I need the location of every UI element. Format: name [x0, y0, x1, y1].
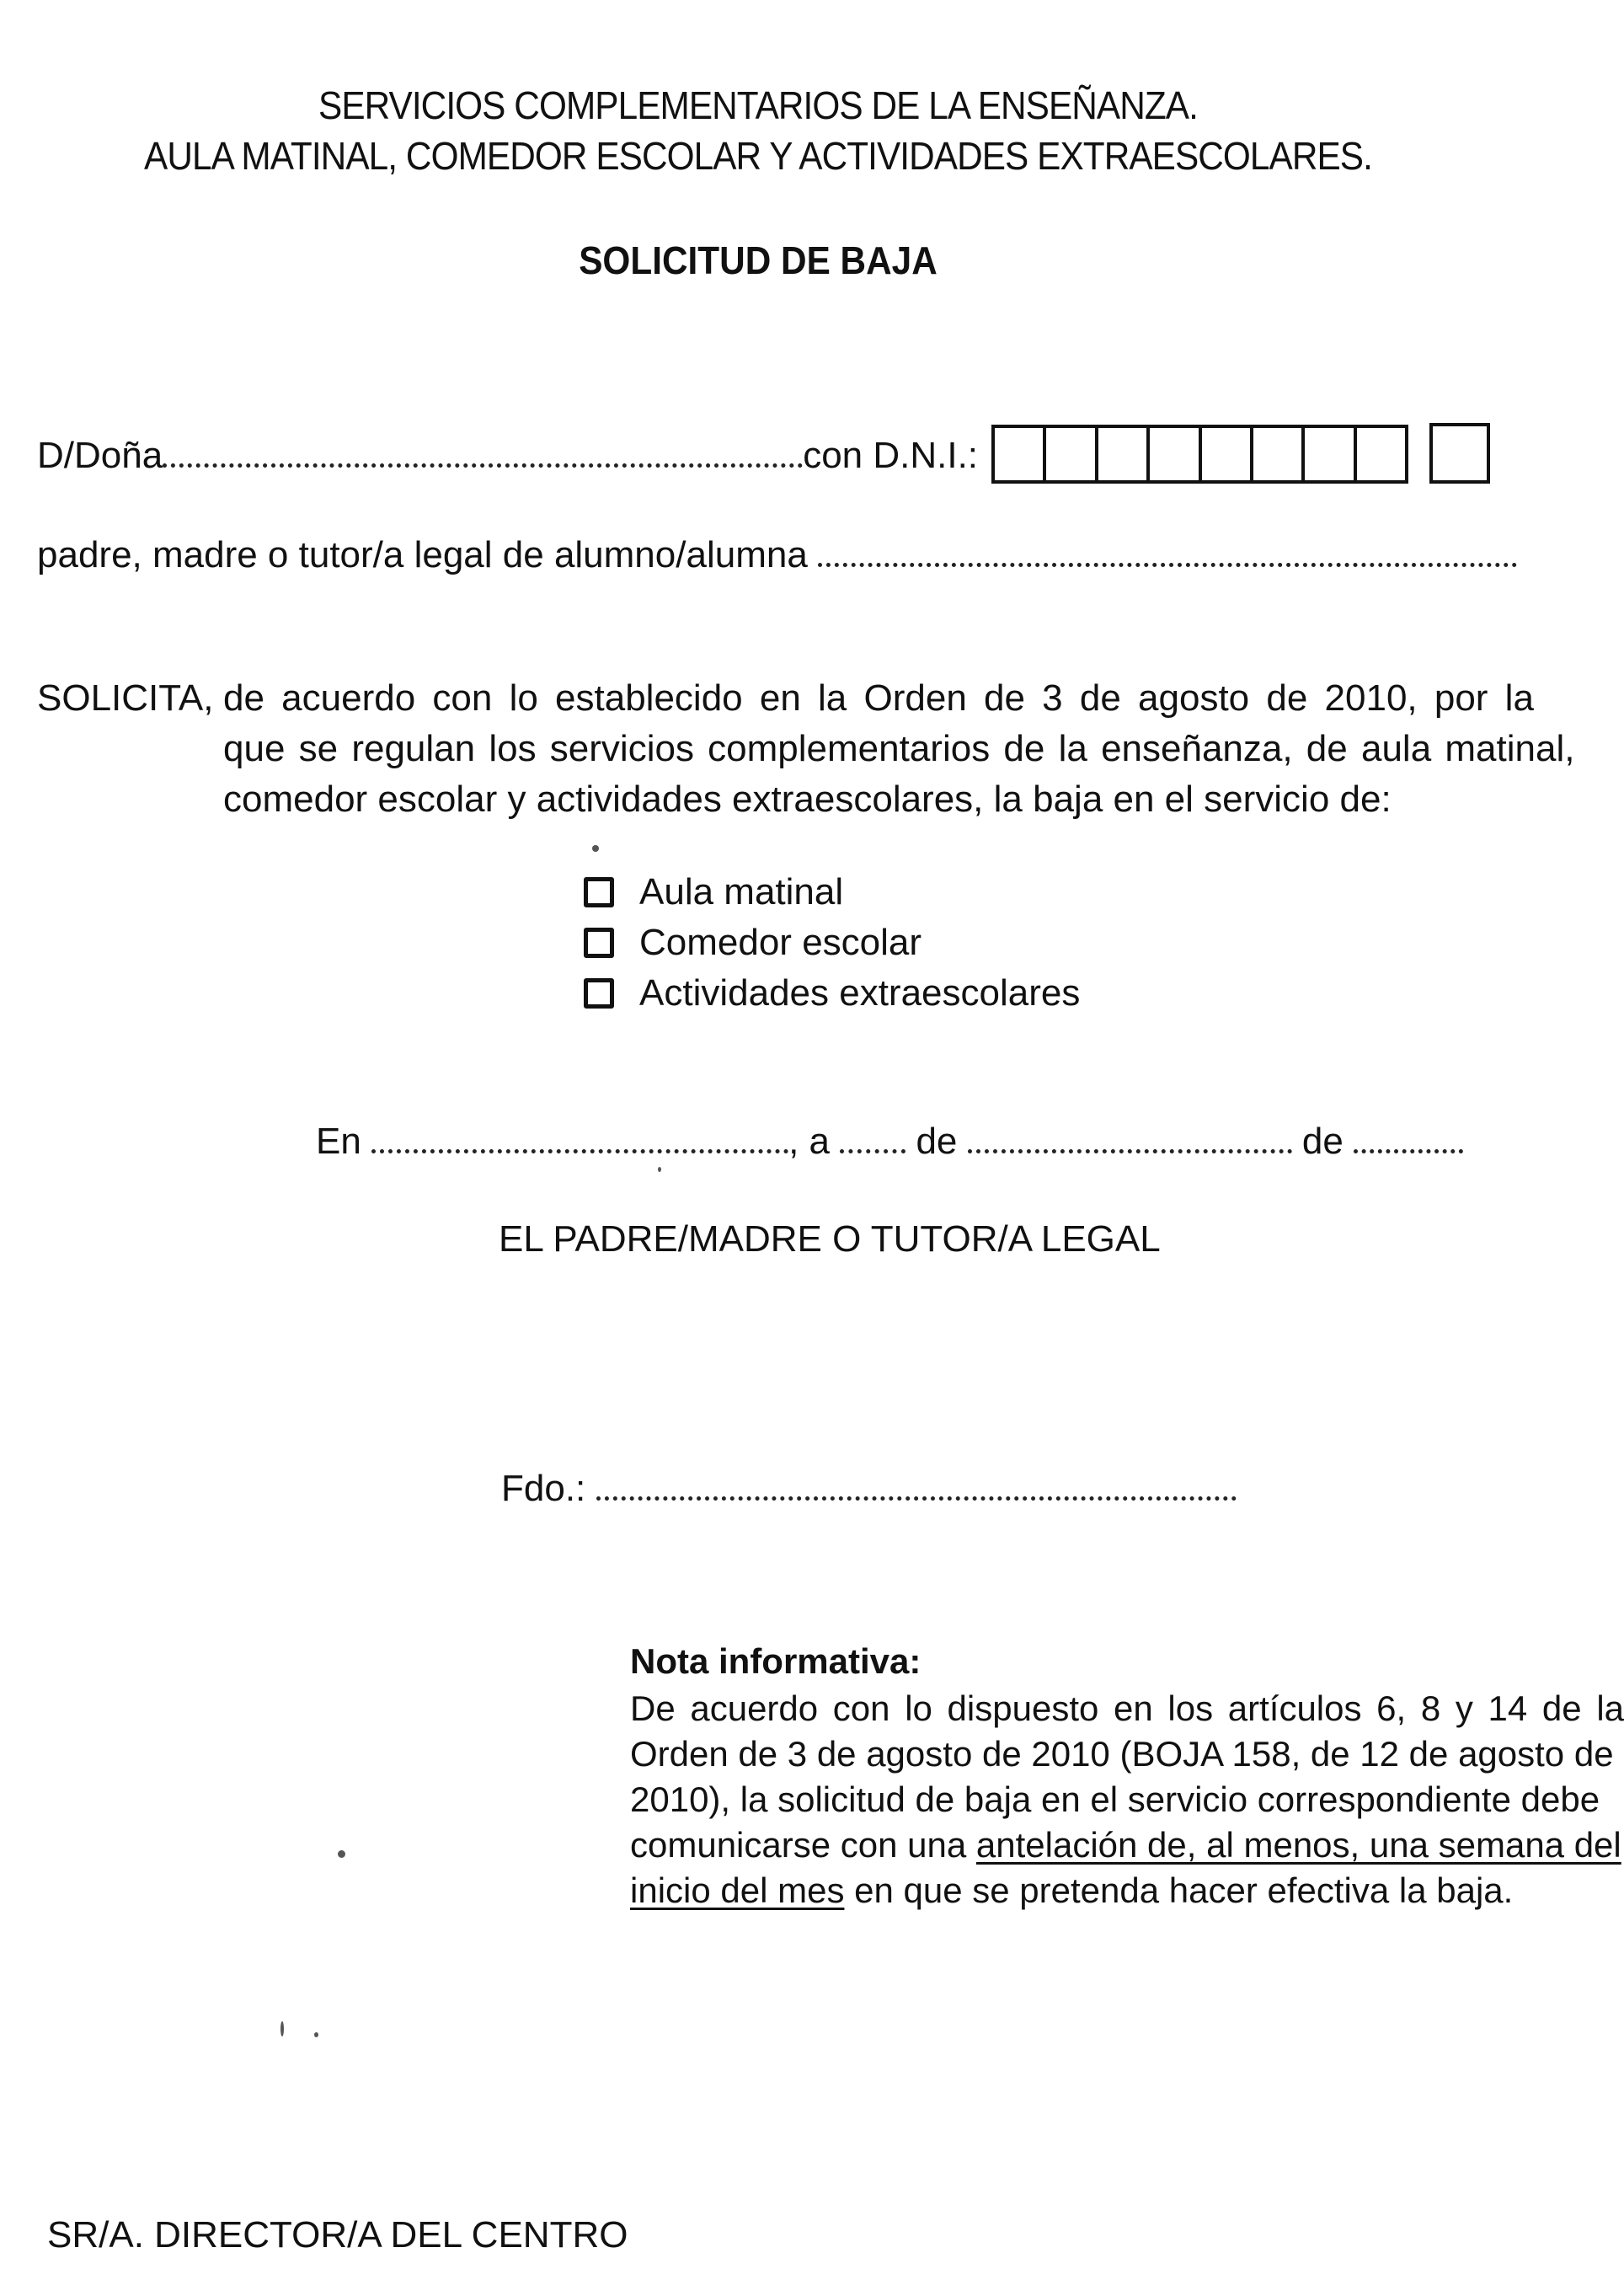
scan-speck — [338, 1850, 345, 1858]
nota-line-3: 2010), la solicitud de baja en el servicio correspondiente debe — [630, 1779, 1600, 1819]
day-field[interactable] — [840, 1125, 905, 1153]
scan-speck — [658, 1167, 661, 1172]
header-line-2: AULA MATINAL, COMEDOR ESCOLAR Y ACTIVIDADES EXTRAESCOLARES. — [144, 134, 1372, 178]
nota-title: Nota informativa: — [630, 1641, 922, 1681]
name-field[interactable] — [163, 439, 803, 468]
date-de-label-1: de — [916, 1121, 958, 1162]
option-aula-matinal[interactable] — [584, 871, 843, 913]
signature-row — [501, 1468, 1237, 1510]
date-de-label-2: de — [1301, 1121, 1344, 1162]
addressee: SR/A. DIRECTOR/A DEL CENTRO — [47, 2214, 628, 2256]
request-line-1: de acuerdo con lo establecido en la Orden de 3 de agosto de 2010, por la — [223, 677, 1534, 719]
checkbox-icon[interactable] — [584, 978, 614, 1009]
option-comedor-escolar[interactable] — [584, 922, 922, 964]
nota-line-4 — [630, 1825, 1621, 1865]
student-name-field[interactable] — [818, 538, 1517, 567]
dni-digit-box[interactable] — [1046, 428, 1098, 480]
relation-label: padre, madre o tutor/a legal de alumno/alumna — [37, 534, 808, 575]
date-en-label: En — [316, 1121, 361, 1162]
dni-digit-box[interactable] — [1305, 428, 1356, 480]
fdo-label: Fdo.: — [501, 1468, 586, 1509]
nota-underlined-text: antelación de, al menos, una semana del — [975, 1825, 1621, 1865]
option-actividades-extraescolares[interactable] — [584, 972, 1080, 1014]
scan-speck — [280, 2021, 284, 2036]
option-label: Comedor escolar — [639, 922, 922, 963]
request-line-2: que se regulan los servicios complementarios de la enseñanza, de aula matinal, — [223, 728, 1575, 769]
date-a-label: , a — [788, 1121, 830, 1162]
dni-letter-box[interactable] — [1429, 423, 1490, 484]
scan-speck — [592, 845, 599, 852]
month-field[interactable] — [968, 1125, 1292, 1153]
nota-line-2: Orden de 3 de agosto de 2010 (BOJA 158, de 12 de agosto de — [630, 1734, 1614, 1774]
nota-line-5 — [630, 1870, 1513, 1911]
dni-digit-box[interactable] — [1357, 428, 1405, 480]
scan-speck — [314, 2032, 318, 2037]
dni-digit-box[interactable] — [1253, 428, 1305, 480]
nota-underlined-text-2: inicio del mes — [630, 1870, 845, 1910]
header-line-1: SERVICIOS COMPLEMENTARIOS DE LA ENSEÑANZA. — [318, 83, 1198, 127]
relation-row — [37, 534, 1517, 576]
place-field[interactable] — [371, 1125, 788, 1153]
dni-label: con D.N.I.: — [803, 435, 979, 476]
request-line-3: comedor escolar y actividades extraescolares, la baja en el servicio de: — [223, 779, 1392, 820]
signature-field[interactable] — [596, 1472, 1237, 1501]
checkbox-icon[interactable] — [584, 928, 614, 958]
name-label: D/Doña — [37, 435, 163, 476]
dni-digit-box[interactable] — [1098, 428, 1150, 480]
nota-line-4-text: comunicarse con una — [630, 1825, 976, 1865]
dni-number-boxes[interactable] — [991, 425, 1408, 484]
date-row — [316, 1121, 1463, 1163]
dni-digit-box[interactable] — [1202, 428, 1253, 480]
solicita-label: SOLICITA, — [37, 677, 214, 719]
dni-digit-box[interactable] — [1150, 428, 1201, 480]
option-label: Aula matinal — [639, 871, 844, 912]
option-label: Actividades extraescolares — [639, 972, 1081, 1014]
year-field[interactable] — [1354, 1125, 1463, 1153]
dni-digit-box[interactable] — [995, 428, 1046, 480]
name-row — [37, 435, 978, 477]
signature-role: EL PADRE/MADRE O TUTOR/A LEGAL — [499, 1218, 1161, 1260]
nota-line-5-text: en que se pretenda hacer efectiva la baja. — [844, 1870, 1514, 1910]
document-title: SOLICITUD DE BAJA — [579, 238, 938, 282]
nota-line-1: De acuerdo con lo dispuesto en los artículos 6, 8 y 14 de la — [630, 1688, 1624, 1728]
checkbox-icon[interactable] — [584, 877, 614, 907]
